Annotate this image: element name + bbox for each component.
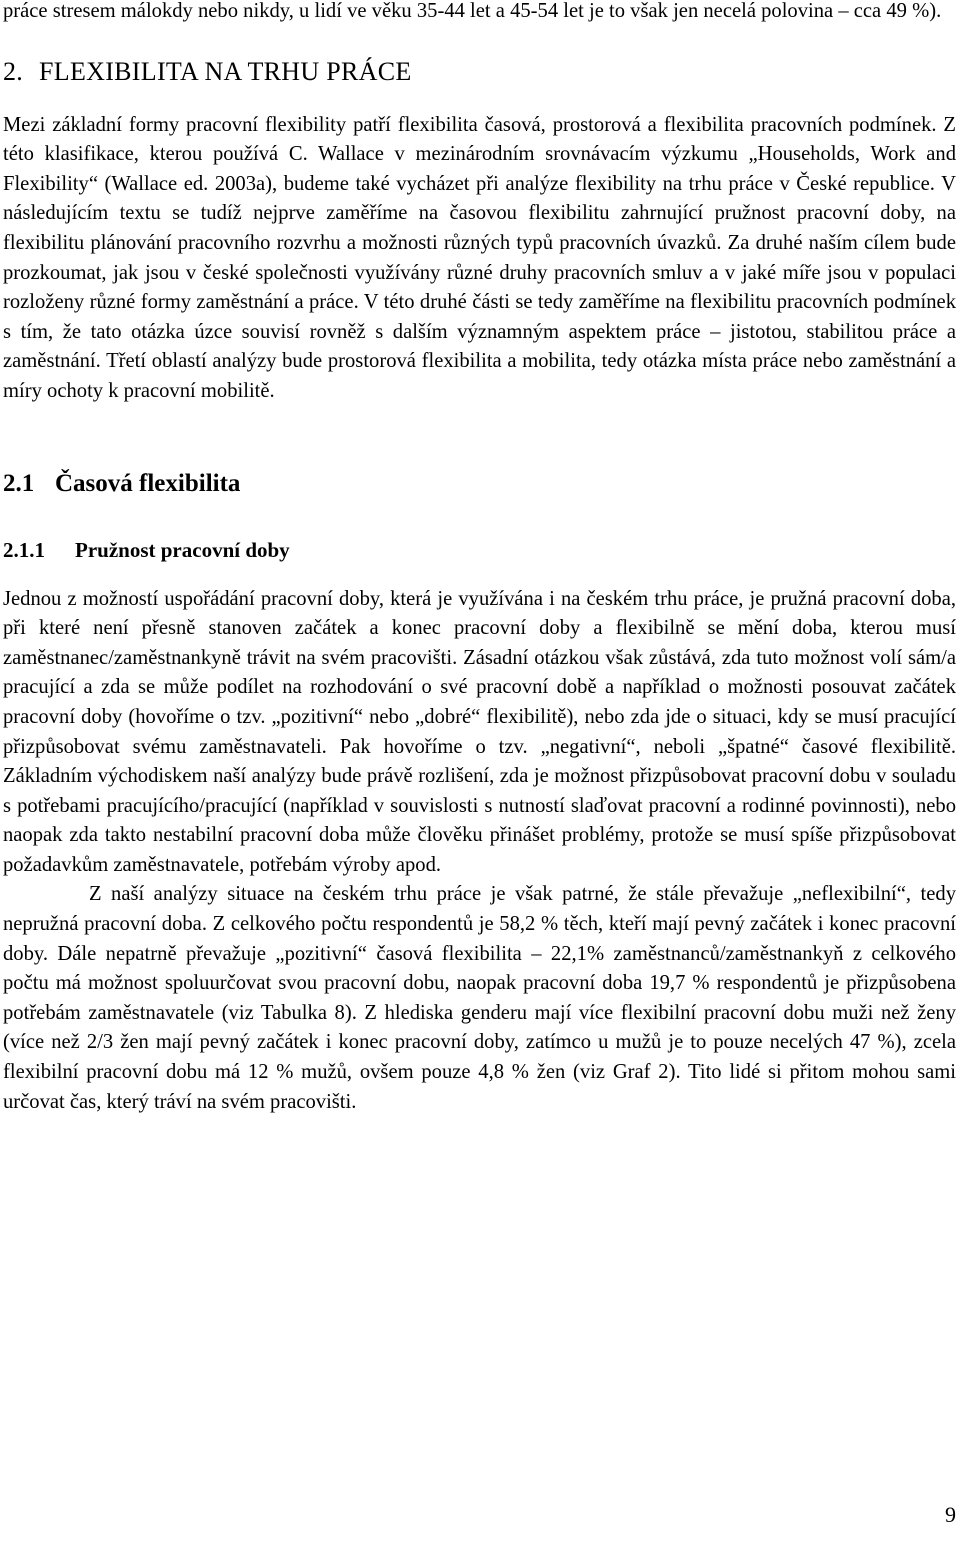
body-paragraph-2: Z naší analýzy situace na českém trhu práce je však patrné, že stále převažuje „neflexibilní“, tedy nepružná pracovní doba. Z celkového počtu respondentů je 58,2 % těch, kteří mají pevný začátek i konec pracovní doby. Dále nepatrně převažuje „pozitivní“ časová flexibilita – 22,1% zaměstnanců/zaměstnankyň z celkového počtu má možnost spoluurčovat svou pracovní dobu, naopak pracovní doba 19,7 % respondentů je přizpůsobena potřebám zaměstnavatele (viz Tabulka 8). Z hlediska genderu mají více flexibilní pracovní dobu muži než ženy (více než 2/3 žen mají pevný začátek i konec pracovní doby, zatímco u mužů je to pouze necelých 47 %), zcela flexibilní pracovní dobu má 12 % mužů, ovšem pouze 4,8 % žen (viz Graf 2). Tito lidé si přitom mohou sami určovat čas, který tráví na svém pracovišti. [3, 883, 956, 1113]
section-number: 2. [3, 56, 24, 86]
subsection-heading [3, 469, 956, 499]
intro-paragraph: práce stresem málokdy nebo nikdy, u lidí ve věku 35-44 let a 45-54 let je to však jen necelá polovina – cca 49 %). [3, 0, 942, 22]
section-heading [3, 57, 956, 87]
section-title: FLEXIBILITA NA TRHU PRÁCE [39, 56, 412, 86]
subsection-number: 2.1 [3, 469, 35, 497]
subsubsection-heading [3, 536, 956, 565]
subsection-title: Časová flexibilita [55, 469, 241, 497]
section-paragraph: Mezi základní formy pracovní flexibility patří flexibilita časová, prostorová a flexibilita pracovních podmínek. Z této klasifikace, kterou používá C. Wallace v mezinárodním srovnávacím výzkumu „Households, Work and Flexibility“ (Wallace ed. 2003a), budeme také vycházet při analýze flexibility na trhu práce v České republice. V následujícím textu se tudíž nejprve zaměříme na časovou flexibilitu zahrnující pružnost pracovní doby, na flexibilitu plánování pracovního rozvrhu a možnosti různých typů pracovních úvazků. Za druhé naším cílem bude prozkoumat, jak jsou v české společnosti využívány různé druhy pracovních smluv a v jaké míře jsou v populaci rozloženy různé formy zaměstnání a práce. V této druhé části se tedy zaměříme na flexibilitu pracovních podmínek s tím, že tato otázka úzce souvisí rovněž s dalším významným aspektem práce – jistotou, stabilitou práce a zaměstnání. Třetí oblastí analýzy bude prostorová flexibilita a mobilita, tedy otázka místa práce nebo zaměstnání a míry ochoty k pracovní mobilitě. [3, 113, 956, 402]
subsubsection-number: 2.1.1 [3, 537, 45, 562]
body-paragraph-1: Jednou z možností uspořádání pracovní doby, která je využívána i na českém trhu práce, je pružná pracovní doba, při které není přesně stanoven začátek a konec pracovní doby a flexibilně se mění doba, kterou musí zaměstnanec/zaměstnankyně trávit na svém pracovišti. Zásadní otázkou však zůstává, zda tuto možnost volí sám/a pracující a zda se může podílet na rozhodování o své pracovní době a například o možnosti posouvat začátek pracovní doby (hovoříme o tzv. „pozitivní“ nebo „dobré“ flexibilitě), nebo zda jde o situaci, kdy se musí pracující přizpůsobovat svému zaměstnavateli. Pak hovoříme o tzv. „negativní“, neboli „špatné“ časové flexibilitě. Základním východiskem naší analýzy bude právě rozlišení, zda je možnost přizpůsobovat pracovní dobu v souladu s potřebami pracujícího/pracující (například v souvislosti s nutností slaďovat pracovní a rodinné povinnosti), nebo naopak zda takto nestabilní pracovní doba může člověku přinášet problémy, protože se musí spíše přizpůsobovat požadavkům zaměstnavatele, potřebám výroby apod. [3, 587, 956, 876]
subsubsection-title: Pružnost pracovní doby [75, 537, 290, 562]
page-number: 9 [945, 1502, 956, 1527]
